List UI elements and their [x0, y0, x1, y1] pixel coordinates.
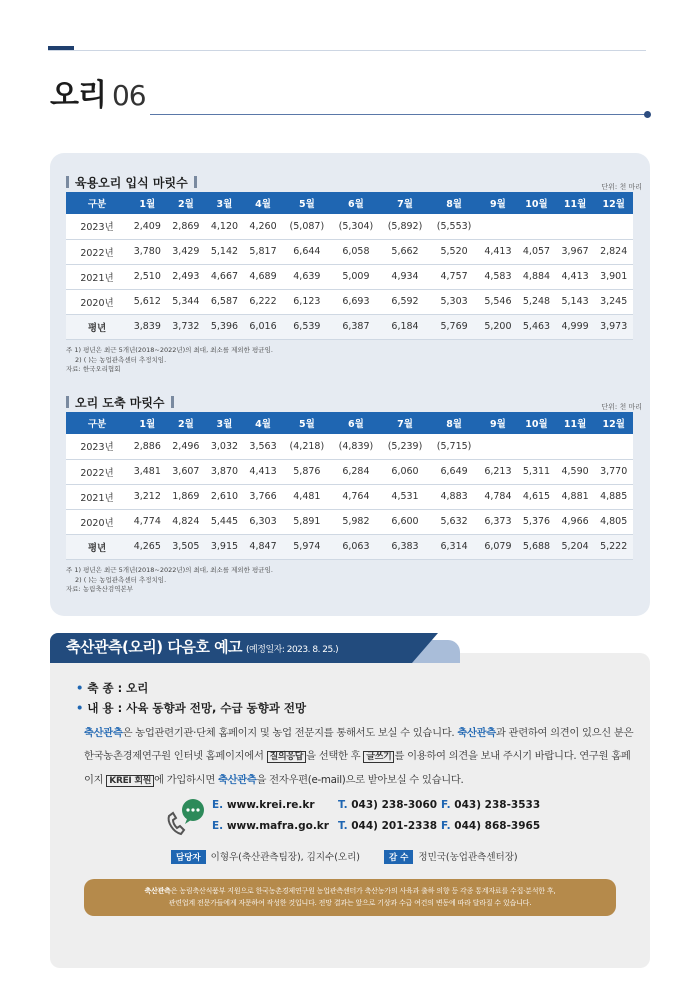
table-cell: 6,314 — [430, 534, 479, 559]
note-line: 2) ( )는 농업관측센터 추정치임. — [75, 575, 167, 584]
table2-notes — [66, 566, 273, 595]
header-rule — [48, 50, 646, 51]
table-cell — [479, 434, 518, 459]
column-header: 4월 — [244, 192, 283, 214]
note-line: 주 1) 평년은 최근 5개년(2018~2022년)의 최대, 최소를 제외한 평균임. — [66, 566, 273, 574]
table-cell: 4,481 — [282, 484, 331, 509]
table-cell: 4,966 — [556, 509, 595, 534]
table2-unit: 단위: 천 마리 — [601, 403, 642, 411]
table-cell: 3,915 — [205, 534, 244, 559]
column-header: 7월 — [380, 192, 429, 214]
table-cell: 3,901 — [594, 264, 633, 289]
table-cell — [517, 214, 556, 239]
table-row — [66, 509, 633, 534]
table-row — [66, 314, 633, 339]
column-header: 12월 — [594, 412, 633, 434]
table-cell: 6,587 — [205, 289, 244, 314]
table-cell: 4,881 — [556, 484, 595, 509]
row-label: 2021년 — [66, 484, 128, 509]
table-cell: 6,644 — [282, 239, 331, 264]
column-header: 7월 — [380, 412, 429, 434]
column-header: 6월 — [331, 192, 380, 214]
table2-title: 오리 도축 마릿수 — [66, 394, 174, 411]
table-cell: 6,387 — [331, 314, 380, 339]
table1-title: 육용오리 입식 마릿수 — [66, 174, 197, 191]
table-cell: 6,284 — [331, 459, 380, 484]
column-header: 4월 — [244, 412, 283, 434]
column-header: 3월 — [205, 412, 244, 434]
preview-paragraph: 축산관측은 농업관련기관·단체 홈페이지 및 농업 전문지를 통해서도 보실 수 있습니다. 축산관측과 관련하여 의견이 있으신 분은 한국농촌경제연구원 인터넷 홈페이지에서 질의응답 을 선택한 후 글쓰기 를 이용하여 의견을 보내 주시기 바랍니다. 연구원 홈페이지 KREI 회원 에 가입하시면 축산관측을 전자우편(e-mail)으로 받아보실 수 있습니다. — [84, 727, 634, 786]
table-cell: (5,087) — [282, 214, 331, 239]
table-cell: 3,481 — [128, 459, 167, 484]
table-cell: 2,409 — [128, 214, 167, 239]
table-row — [66, 434, 633, 459]
column-header: 11월 — [556, 412, 595, 434]
table-cell: 2,510 — [128, 264, 167, 289]
column-header: 2월 — [167, 192, 206, 214]
table-cell: 3,766 — [244, 484, 283, 509]
table-cell: 6,303 — [244, 509, 283, 534]
preview-date: (예정일자: 2023. 8. 25.) — [246, 645, 339, 655]
table-cell: (5,553) — [430, 214, 479, 239]
table-cell: 5,632 — [430, 509, 479, 534]
table-row — [66, 264, 633, 289]
table-cell: 6,213 — [479, 459, 518, 484]
table-cell: 3,973 — [594, 314, 633, 339]
table-cell: 4,884 — [517, 264, 556, 289]
table-cell: 4,265 — [128, 534, 167, 559]
table-cell: 4,885 — [594, 484, 633, 509]
row-label: 평년 — [66, 314, 128, 339]
table-cell: 4,883 — [430, 484, 479, 509]
table-cell: 3,212 — [128, 484, 167, 509]
table-cell: 4,413 — [244, 459, 283, 484]
table-cell: 5,222 — [594, 534, 633, 559]
table-cell: 5,817 — [244, 239, 283, 264]
table-cell: 6,693 — [331, 289, 380, 314]
write-menu-label: 글쓰기 — [363, 751, 394, 763]
contact-phone-krei: T. 043) 238-3060 — [338, 799, 438, 811]
table-row — [66, 534, 633, 559]
table-cell: 3,607 — [167, 459, 206, 484]
table-cell: 5,142 — [205, 239, 244, 264]
table-cell: 5,200 — [479, 314, 518, 339]
contact-fax-mafra: F. 044) 868-3965 — [441, 820, 541, 832]
table-cell: 4,615 — [517, 484, 556, 509]
table-cell: 5,769 — [430, 314, 479, 339]
table-cell: 5,546 — [479, 289, 518, 314]
table-cell: 4,805 — [594, 509, 633, 534]
column-header: 8월 — [430, 412, 479, 434]
table-header-row — [66, 192, 633, 214]
krei-member-label: KREI 회원 — [106, 775, 154, 787]
table-cell: 6,016 — [244, 314, 283, 339]
title-rule — [150, 114, 646, 115]
table-cell: (5,715) — [430, 434, 479, 459]
table-cell: 4,784 — [479, 484, 518, 509]
table-cell: 4,847 — [244, 534, 283, 559]
phone-chat-icon — [165, 798, 209, 838]
column-header: 2월 — [167, 412, 206, 434]
table-cell: 5,376 — [517, 509, 556, 534]
table1-notes — [66, 346, 273, 375]
table-cell: (5,239) — [380, 434, 429, 459]
column-header: 구분 — [66, 412, 128, 434]
table-cell: 4,824 — [167, 509, 206, 534]
table-cell: 4,583 — [479, 264, 518, 289]
column-header: 10월 — [517, 412, 556, 434]
table-cell — [594, 214, 633, 239]
column-header: 9월 — [479, 412, 518, 434]
table-cell: 3,505 — [167, 534, 206, 559]
row-label: 2022년 — [66, 459, 128, 484]
table-cell: 5,303 — [430, 289, 479, 314]
table-cell: 2,869 — [167, 214, 206, 239]
column-header: 5월 — [282, 192, 331, 214]
note-line: 자료: 한국오리협회 — [66, 365, 121, 373]
table-cell: 2,886 — [128, 434, 167, 459]
table-cell: 3,245 — [594, 289, 633, 314]
table-cell: 4,639 — [282, 264, 331, 289]
table-cell: 6,539 — [282, 314, 331, 339]
table-cell: 4,260 — [244, 214, 283, 239]
staff-in-charge: 담당자 이형우(축산관측팀장), 김지수(오리) — [171, 849, 360, 864]
contact-fax-krei: F. 043) 238-3533 — [441, 799, 541, 811]
table-cell: 3,563 — [244, 434, 283, 459]
contact-phone-mafra: T. 044) 201-2338 — [338, 820, 438, 832]
bullet-contents: • 내 용 : 사육 동향과 전망, 수급 동향과 전망 — [76, 701, 307, 715]
table-cell: 2,493 — [167, 264, 206, 289]
table-cell — [517, 434, 556, 459]
table-cell: 5,891 — [282, 509, 331, 534]
table-cell: 5,612 — [128, 289, 167, 314]
table-cell: 5,463 — [517, 314, 556, 339]
table-cell: 6,222 — [244, 289, 283, 314]
table-cell: 6,373 — [479, 509, 518, 534]
table-cell: 5,311 — [517, 459, 556, 484]
qa-menu-label: 질의응답 — [267, 751, 307, 763]
table-cell: 5,204 — [556, 534, 595, 559]
row-label: 2023년 — [66, 214, 128, 239]
note-line: 2) ( )는 농업관측센터 추정치임. — [75, 355, 167, 364]
table-cell: 6,649 — [430, 459, 479, 484]
table-cell: 1,869 — [167, 484, 206, 509]
table-cell: 4,413 — [556, 264, 595, 289]
note-line: 주 1) 평년은 최근 5개년(2018~2022년)의 최대, 최소를 제외한 평균임. — [66, 346, 273, 354]
table-cell: (4,218) — [282, 434, 331, 459]
table-cell: 6,123 — [282, 289, 331, 314]
column-header: 12월 — [594, 192, 633, 214]
title-rule-dot — [644, 111, 651, 118]
table-cell: 6,058 — [331, 239, 380, 264]
row-label: 평년 — [66, 534, 128, 559]
table-cell: 4,120 — [205, 214, 244, 239]
table-cell — [594, 434, 633, 459]
table-cell: 6,592 — [380, 289, 429, 314]
table-cell: 3,967 — [556, 239, 595, 264]
table-cell: 4,934 — [380, 264, 429, 289]
table-cell: 4,999 — [556, 314, 595, 339]
table-cell: 3,770 — [594, 459, 633, 484]
disclaimer-box: 축산관측은 농림축산식품부 지원으로 한국농촌경제연구원 농업관측센터가 축산농가의 사육과 출하 의향 등 각종 통계자료를 수집·분석한 후, 관련업계 전문가들에게 자문하여 작성한 것입니다. 전망 결과는 앞으로 기상과 수급 여건의 변동에 따라 달라질 수 있습니다. — [84, 879, 616, 916]
mafra-website[interactable]: www.mafra.go.kr — [226, 820, 329, 832]
column-header: 10월 — [517, 192, 556, 214]
table-row — [66, 459, 633, 484]
column-header: 구분 — [66, 192, 128, 214]
table-cell: 2,824 — [594, 239, 633, 264]
table-cell: 6,383 — [380, 534, 429, 559]
note-line: 자료: 농림축산검역본부 — [66, 585, 134, 593]
row-label: 2023년 — [66, 434, 128, 459]
column-header: 3월 — [205, 192, 244, 214]
table-cell: 5,009 — [331, 264, 380, 289]
duck-stocking-table — [66, 192, 633, 340]
table-cell: 4,689 — [244, 264, 283, 289]
table-cell: 5,143 — [556, 289, 595, 314]
column-header: 5월 — [282, 412, 331, 434]
table-cell — [479, 214, 518, 239]
table-row — [66, 484, 633, 509]
table-cell: (4,839) — [331, 434, 380, 459]
table-cell: 4,413 — [479, 239, 518, 264]
table-cell: 4,667 — [205, 264, 244, 289]
table-cell: 4,057 — [517, 239, 556, 264]
table-cell: 6,063 — [331, 534, 380, 559]
table-cell: 4,531 — [380, 484, 429, 509]
contact-row-mafra: E. www.mafra.go.kr — [212, 820, 329, 832]
column-header: 9월 — [479, 192, 518, 214]
table-cell: 2,610 — [205, 484, 244, 509]
preview-tab-fold — [412, 633, 438, 663]
krei-website[interactable]: www.krei.re.kr — [226, 799, 315, 811]
page-title: 오리 06 — [50, 78, 146, 113]
table-cell: 3,870 — [205, 459, 244, 484]
table-cell: 5,688 — [517, 534, 556, 559]
row-label: 2020년 — [66, 509, 128, 534]
table-cell: (5,892) — [380, 214, 429, 239]
column-header: 6월 — [331, 412, 380, 434]
table-cell — [556, 214, 595, 239]
table-cell: 3,429 — [167, 239, 206, 264]
table-cell: 5,876 — [282, 459, 331, 484]
table-row — [66, 214, 633, 239]
table1-unit: 단위: 천 마리 — [601, 183, 642, 191]
table-cell: 6,079 — [479, 534, 518, 559]
column-header: 1월 — [128, 192, 167, 214]
table-cell: 5,662 — [380, 239, 429, 264]
column-header: 8월 — [430, 192, 479, 214]
table-cell — [556, 434, 595, 459]
table-cell: 5,982 — [331, 509, 380, 534]
row-label: 2021년 — [66, 264, 128, 289]
table-cell: (5,304) — [331, 214, 380, 239]
contact-row-krei: E. www.krei.re.kr — [212, 799, 315, 811]
table-cell: 4,590 — [556, 459, 595, 484]
table-cell: 6,060 — [380, 459, 429, 484]
table-cell: 4,757 — [430, 264, 479, 289]
duck-slaughter-table — [66, 412, 633, 560]
table-cell: 3,780 — [128, 239, 167, 264]
column-header: 1월 — [128, 412, 167, 434]
table-cell: 2,496 — [167, 434, 206, 459]
table-cell: 5,974 — [282, 534, 331, 559]
preview-title: 축산관측(오리) 다음호 예고 (예정일자: 2023. 8. 25.) — [66, 638, 339, 656]
table-cell: 3,032 — [205, 434, 244, 459]
table-cell: 6,600 — [380, 509, 429, 534]
table-cell: 3,839 — [128, 314, 167, 339]
table-row — [66, 239, 633, 264]
table-cell: 5,520 — [430, 239, 479, 264]
bullet-species: • 축 종 : 오리 — [76, 681, 149, 695]
row-label: 2022년 — [66, 239, 128, 264]
table-row — [66, 289, 633, 314]
table-cell: 4,774 — [128, 509, 167, 534]
page-number: 06 — [111, 79, 146, 112]
table-cell: 5,396 — [205, 314, 244, 339]
table-cell: 5,344 — [167, 289, 206, 314]
table-cell: 5,445 — [205, 509, 244, 534]
table-cell: 3,732 — [167, 314, 206, 339]
table-header-row — [66, 412, 633, 434]
table-cell: 6,184 — [380, 314, 429, 339]
staff-reviewer: 감 수 정민국(농업관측센터장) — [384, 849, 518, 864]
row-label: 2020년 — [66, 289, 128, 314]
table-cell: 4,764 — [331, 484, 380, 509]
column-header: 11월 — [556, 192, 595, 214]
table-cell: 5,248 — [517, 289, 556, 314]
